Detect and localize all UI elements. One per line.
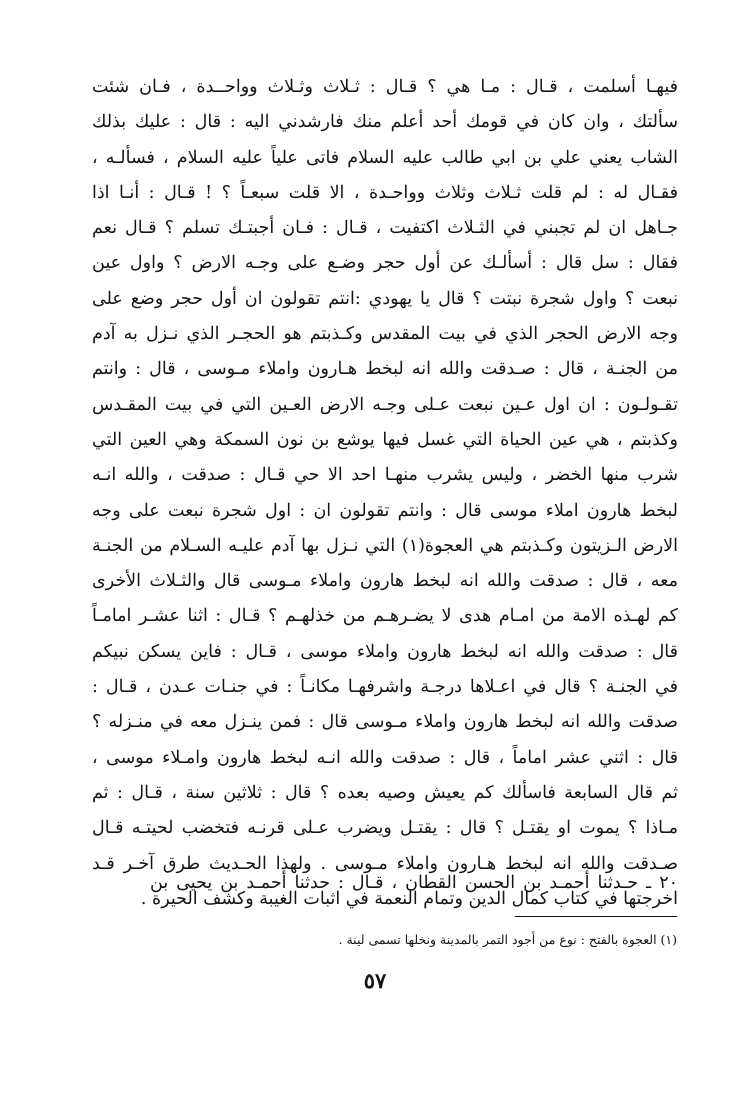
text-line: سألتك ، وان كان في قومك أحد أعلم منك فارشدني اليه : قال : عليك بذلك	[92, 112, 678, 133]
text-line: الشاب يعني علي بن ابي طالب عليه السلام فاتى علياً عليه السلام ، فسألـه ،	[92, 147, 678, 168]
text-line: في الجنـة ؟ قال في اعـلاها درجـة واشرفهـا مكانـاً : في جنـات عـدن ، قـال :	[92, 677, 678, 698]
text-line: معه ، قال : صدقت والله انه لبخط هارون واملاء مـوسى قال والثـلاث الأخرى	[92, 571, 678, 592]
text-line: اخرجتها في كتاب كمال الدين وتمام النعمة في اثبات الغيبة وكشف الحيرة .	[140, 888, 678, 909]
text-line: صدقت والله انه لبخط هارون واملاء مـوسى قال : فمن ينـزل معه في منـزله ؟	[92, 712, 678, 733]
text-line: قال : اثني عشر اماماً ، قال : صدقت والله انـه لبخط هارون وامـلاء موسى ،	[92, 747, 678, 768]
paragraph-20-start: ٢٠ ـ حـدثنا أحمـد بن الحسن القطان ، قـال : حدثنا أحمـد بن يحيى بن	[150, 873, 678, 893]
page-number: ٥٧	[363, 968, 387, 993]
text-line: من الجنـة ، قال : صـدقت والله انه لبخط هـارون واملاء مـوسى ، قال : وانتم	[92, 359, 678, 380]
text-line: فقـال له : لم قلت ثـلاث وثلاث وواحـدة ، الا قلت سبعـاً ؟ ! قـال : أنـا اذا	[92, 182, 678, 203]
text-line: شرب منها الخضر ، وليس يشرب منهـا احد الا حي قـال : صدقت ، والله انـه	[92, 465, 678, 486]
text-line: مـاذا ؟ يموت او يقتـل ؟ قال : يقتـل ويضرب عـلى قرنـه فتخضب لحيتـه قـال	[92, 818, 678, 839]
text-line: تقـولـون : ان اول عـين نبعت عـلى وجـه الارض العـين التي في بيت المقـدس	[92, 394, 678, 415]
text-line: الارض الـزيتون وكـذبتم هي العجوة(١) التي نـزل بها آدم عليـه السـلام من الجنـة	[92, 535, 678, 556]
text-line: وجه الارض الحجر الذي في بيت المقدس وكـذبتم هو الحجـر الذي نـزل به آدم	[92, 324, 678, 345]
footnote: (١) العجوة بالفتح : نوع من أجود التمر بالمدينة ونخلها تسمى لينة .	[338, 932, 677, 947]
text-line: فيهـا أسلمت ، قـال : مـا هي ؟ قـال : ثـلاث وثـلاث وواحــدة ، فـان شئت	[92, 77, 678, 97]
text-line: فقال : سل قال : أسألـك عن أول حجر وضـع على وجـه الارض ؟ واول عين	[92, 253, 678, 274]
text-line: ثم قال السابعة فاسألك كم يعيش وصيه بعده ؟ قال : ثلاثين سنة ، قـال : ثم	[92, 782, 678, 803]
text-line: نبعت ؟ واول شجرة نبتت ؟ قال يا يهودي :انتم تقولون ان أول حجر وضع على	[92, 288, 678, 309]
text-line: لبخط هارون املاء موسى قال : وانتم تقولون ان : اول شجرة نبعت على وجه	[92, 500, 678, 521]
text-line: قال : صدقت والله انه لبخط هارون واملاء موسى ، قـال : فاين يسكن نبيكم	[92, 641, 678, 662]
main-text	[92, 70, 678, 917]
text-line: جـاهل ان لم تجبني في الثـلاث اكتفيت ، قـال : فـان أجبتـك تسلم ؟ قـال نعم	[92, 218, 678, 239]
footnote-divider	[515, 916, 677, 917]
text-line: صـدقت والله انه لبخط هـارون واملاء مـوسى . ولهذا الحـديث طرق آخـر قـد	[92, 853, 678, 874]
text-line: كم لهـذه الامة من امـام هدى لا يضـرهـم من خذلهـم ؟ قـال : اثنا عشـر امامـاً	[92, 606, 678, 627]
text-line: وكذبتم ، هي عين الحياة التي غسل فيها يوشع بن نون السمكة وهي العين التي	[92, 429, 678, 450]
